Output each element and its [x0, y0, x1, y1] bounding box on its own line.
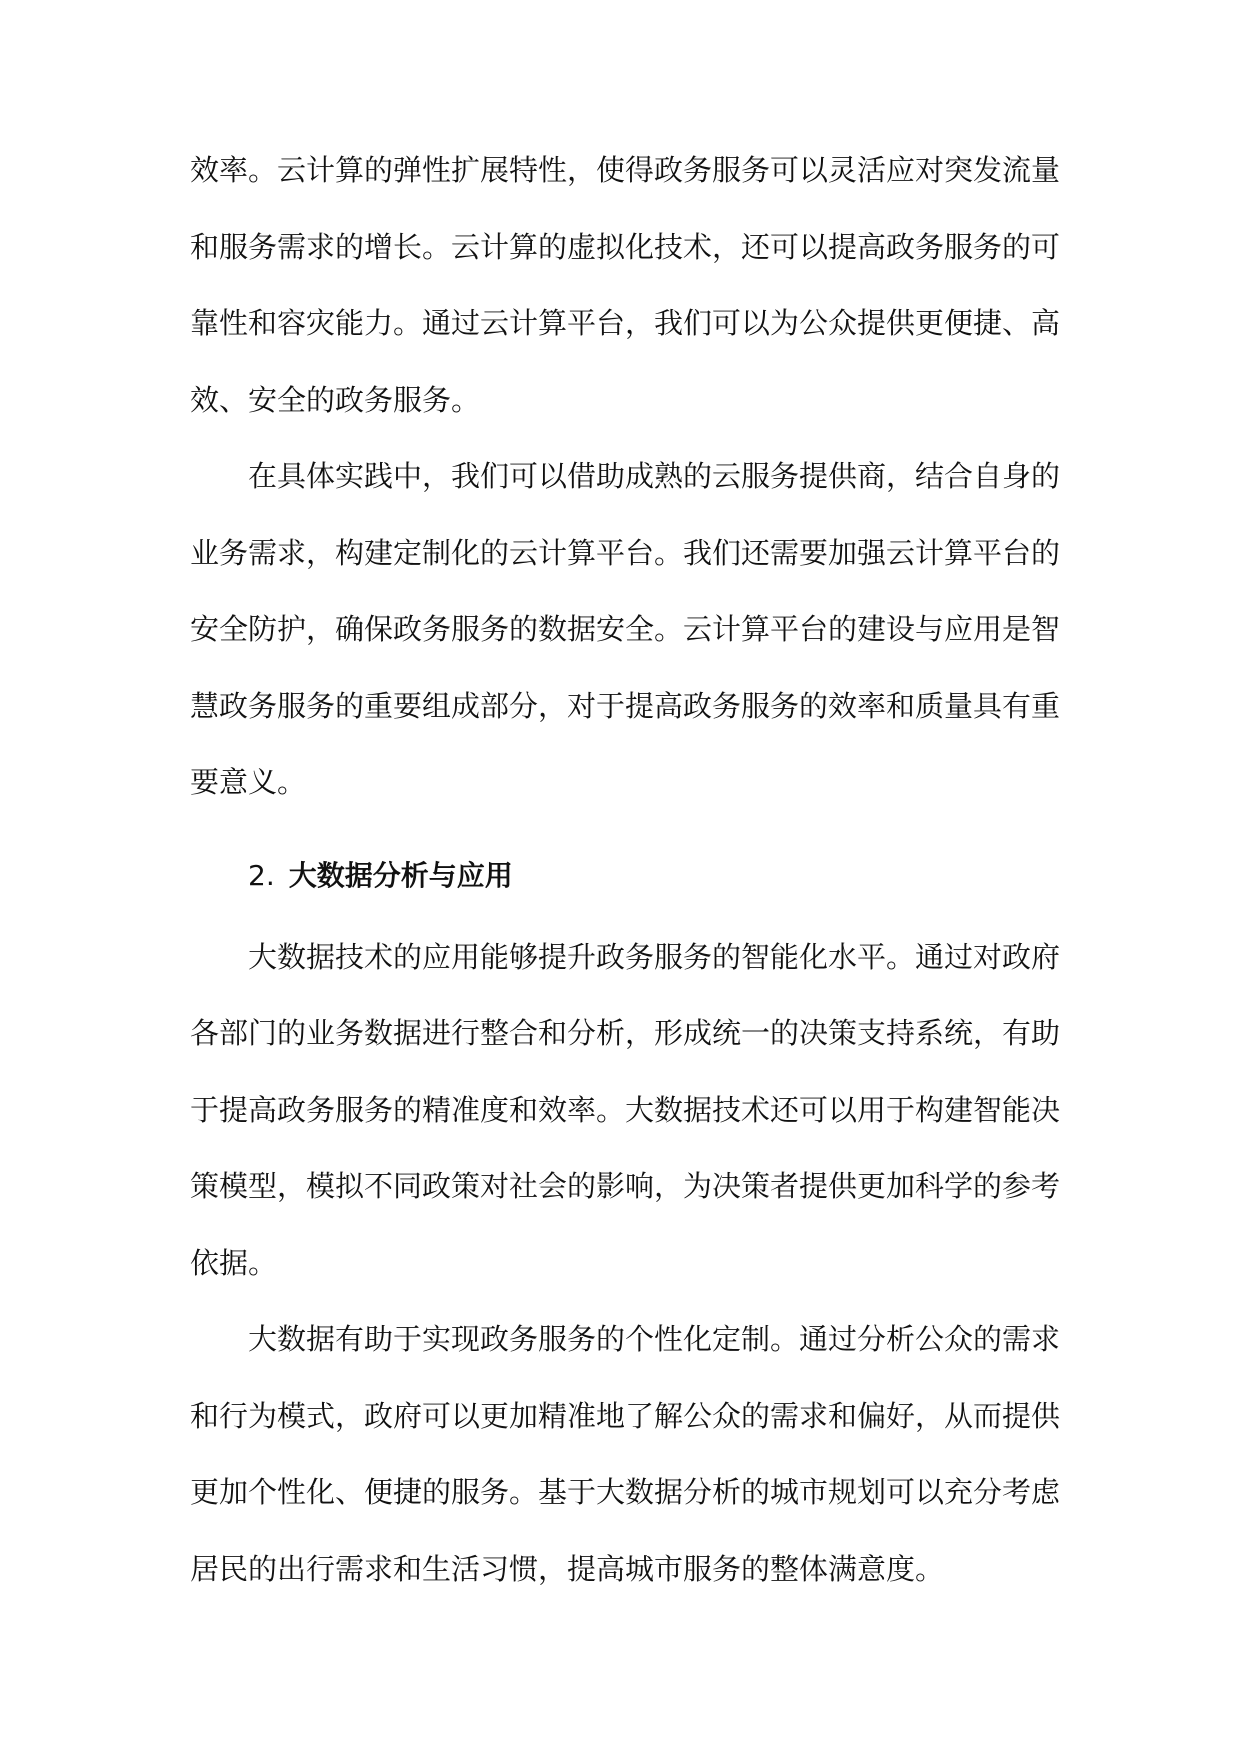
- document-body: [190, 132, 1060, 1607]
- section-number: 2.: [248, 858, 275, 892]
- section-title: 大数据分析与应用: [288, 858, 513, 892]
- paragraph-big-data-intelligence: 大数据技术的应用能够提升政务服务的智能化水平。通过对政府各部门的业务数据进行整合和分析，形成统一的决策支持系统，有助于提高政务服务的精准度和效率。大数据技术还可以用于构建智能决策模型，模拟不同政策对社会的影响，为决策者提供更加科学的参考依据。: [190, 939, 1061, 1280]
- paragraph-big-data-personalization: 大数据有助于实现政务服务的个性化定制。通过分析公众的需求和行为模式，政府可以更加精准地了解公众的需求和偏好，从而提供更加个性化、便捷的服务。基于大数据分析的城市规划可以充分考虑居民的出行需求和生活习惯，提高城市服务的整体满意度。: [190, 1322, 1061, 1586]
- paragraph-cloud-practice: 在具体实践中，我们可以借助成熟的云服务提供商，结合自身的业务需求，构建定制化的云计算平台。我们还需要加强云计算平台的安全防护，确保政务服务的数据安全。云计算平台的建设与应用是智慧政务服务的重要组成部分，对于提高政务服务的效率和质量具有重要意义。: [190, 459, 1061, 799]
- paragraph-continued: 效率。云计算的弹性扩展特性，使得政务服务可以灵活应对突发流量和服务需求的增长。云计算的虚拟化技术，还可以提高政务服务的可靠性和容灾能力。通过云计算平台，我们可以为公众提供更便捷、高效、安全的政务服务。: [190, 153, 1061, 417]
- section-heading: [190, 833, 1060, 919]
